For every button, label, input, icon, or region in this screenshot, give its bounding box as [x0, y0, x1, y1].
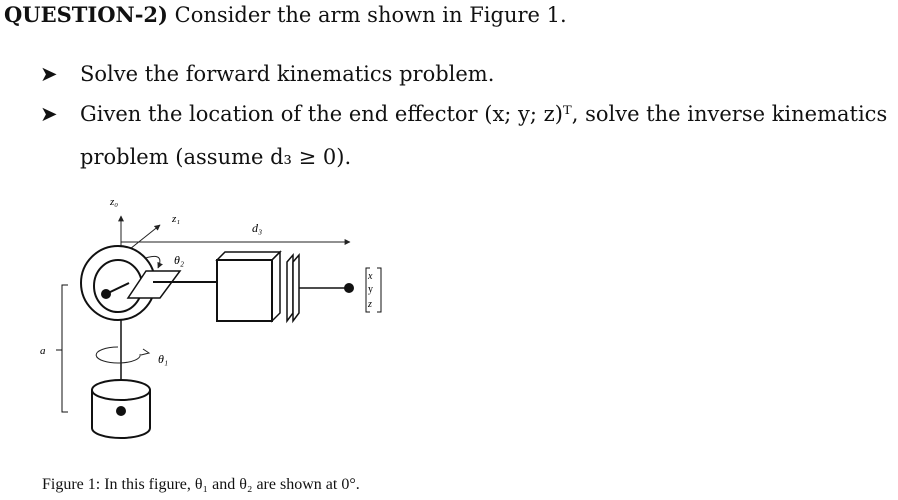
- vector-x-label: x: [368, 271, 373, 282]
- end-effector-plate-2: [293, 255, 299, 321]
- z1-label: z₁: [172, 213, 181, 225]
- base-cylinder-top: [92, 380, 150, 400]
- bullet-item-inverse-kinematics-line2: problem (assume d₃ ≥ 0).: [80, 145, 352, 169]
- robot-arm-figure: [0, 180, 898, 480]
- theta2-label: θ₂: [174, 253, 185, 267]
- bullet-arrow-icon: ➤: [40, 62, 58, 86]
- question-text: Consider the arm shown in Figure 1.: [167, 3, 567, 27]
- end-effector-point: [344, 283, 354, 293]
- bullet-item-inverse-kinematics-line1: Given the location of the end effector (x; y; z)ᵀ, solve the inverse kinematics: [80, 102, 888, 126]
- z0-label: z₀: [110, 196, 119, 208]
- base-cylinder-center: [116, 406, 126, 416]
- end-effector-plate-1: [287, 255, 293, 321]
- dimension-a-bracket: [62, 285, 68, 412]
- dimension-a-label: a: [40, 345, 46, 357]
- figure-caption: Figure 1: In this figure, θ₁ and θ₂ are shown at 0°.: [42, 476, 360, 493]
- prismatic-box-front: [217, 260, 272, 321]
- theta1-label: θ₁: [158, 352, 169, 366]
- question-header: [4, 2, 567, 27]
- prismatic-box-side: [272, 252, 280, 321]
- bullet-item-forward-kinematics: Solve the forward kinematics problem.: [80, 62, 495, 86]
- d3-label: d₃: [252, 221, 263, 235]
- question-label: QUESTION-2): [4, 2, 168, 27]
- shoulder-joint-inner: [94, 260, 142, 312]
- prismatic-box-top: [217, 252, 280, 260]
- vector-right-bracket: [377, 268, 381, 312]
- vector-z-label: z: [368, 299, 372, 310]
- bullet-arrow-icon: ➤: [40, 102, 58, 126]
- vector-y-label: y: [368, 284, 373, 295]
- theta1-rotation-arc: [96, 347, 140, 363]
- theta1-arrow-head: [141, 349, 149, 355]
